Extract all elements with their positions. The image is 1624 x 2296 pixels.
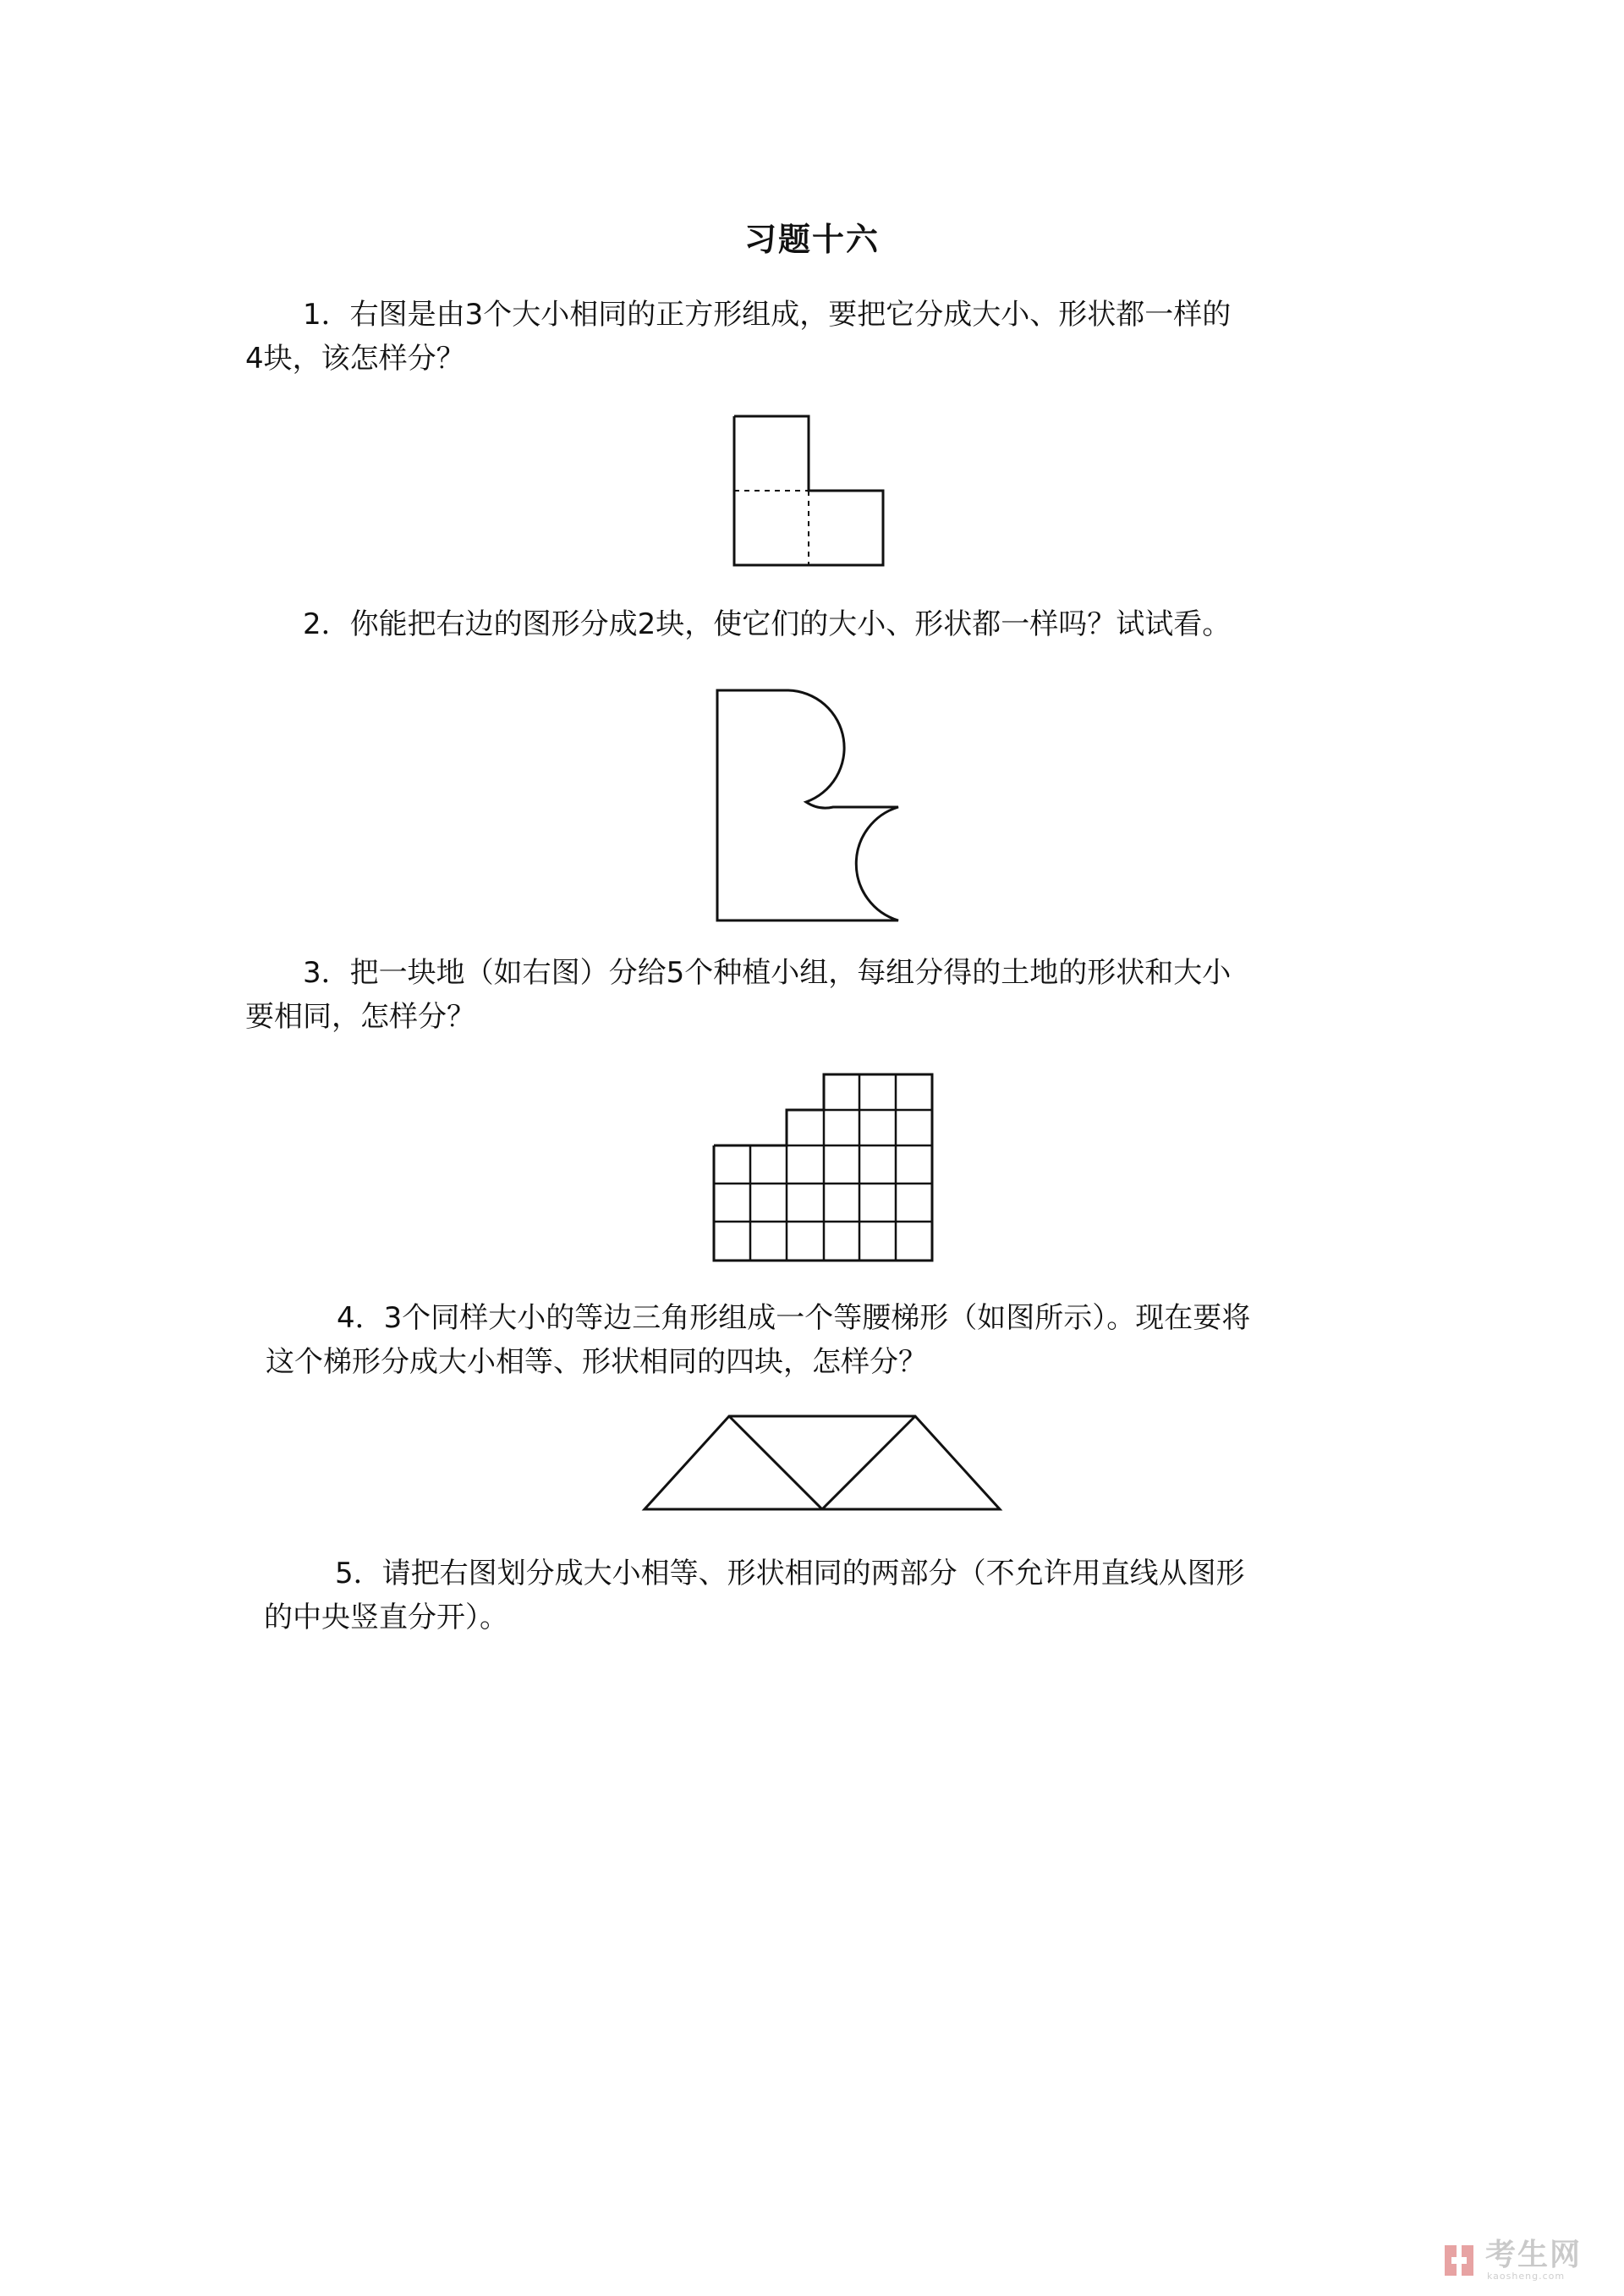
trapezoid-outline [645, 1416, 1000, 1509]
question-5-line-1: 5．请把右图划分成大小相等、形状相同的两部分（不允许用直线从图形 [335, 1557, 1245, 1590]
triangle-edge [729, 1416, 822, 1509]
question-1-line-1: 1．右图是由3个大小相同的正方形组成，要把它分成大小、形状都一样的 [303, 298, 1232, 332]
question-4-line-1: 4．3个同样大小的等边三角形组成一个等腰梯形（如图所示）。现在要将 [337, 1301, 1251, 1335]
question-4-line-2: 这个梯形分成大小相等、形状相同的四块，怎样分？ [266, 1345, 927, 1379]
question-2-line-1: 2．你能把右边的图形分成2块，使它们的大小、形状都一样吗？试试看。 [303, 607, 1232, 641]
figure-staircase-grid [709, 1069, 937, 1266]
question-5-line-2: 的中央竖直分开）。 [264, 1601, 508, 1634]
watermark-domain: kaosheng.com [1487, 2271, 1566, 2282]
watermark-brand: 考生网 [1485, 2238, 1583, 2272]
question-3-line-1: 3．把一块地（如右图）分给5个种植小组，每组分得的土地的形状和大小 [303, 956, 1232, 990]
watermark [1443, 2237, 1609, 2284]
question-1-line-2: 4块，该怎样分？ [245, 342, 465, 376]
triangle-edge [822, 1416, 915, 1509]
watermark-logo-icon [1443, 2242, 1477, 2279]
figure-curved-shape [710, 684, 914, 929]
figure-l-shape-squares [727, 409, 888, 570]
page-title: 习题十六 [743, 221, 880, 258]
question-3-line-2: 要相同，怎样分？ [245, 1000, 475, 1034]
curved-shape-outline [717, 690, 898, 920]
figure-trapezoid-triangles [636, 1408, 1008, 1518]
